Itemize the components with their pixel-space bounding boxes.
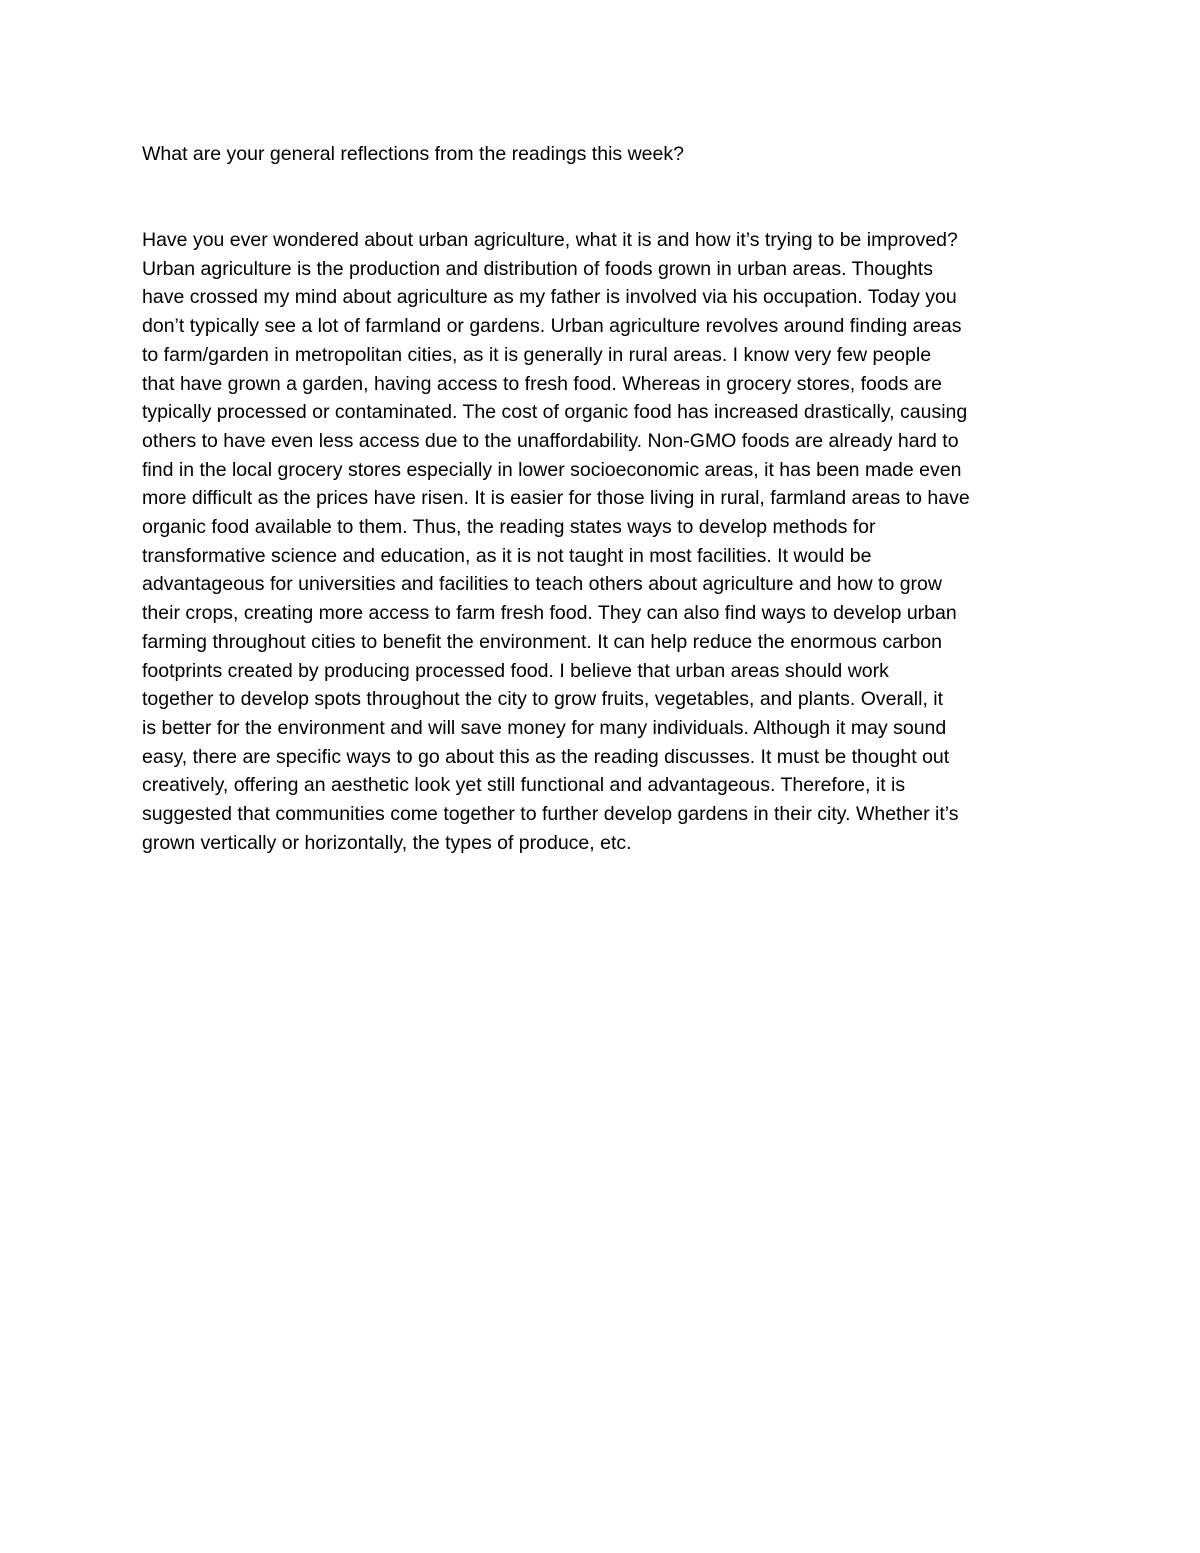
paragraph-line: easy, there are specific ways to go about this as the reading discusses. It must be thought out: [142, 745, 950, 768]
paragraph-line: Have you ever wondered about urban agriculture, what it is and how it’s trying to be improved?: [142, 229, 958, 251]
paragraph-line: farming throughout cities to benefit the environment. It can help reduce the enormous carbon: [142, 630, 942, 653]
paragraph-line: transformative science and education, as it is not taught in most facilities. It would be: [142, 544, 872, 567]
paragraph-line: is better for the environment and will save money for many individuals. Although it may sound: [142, 716, 947, 739]
paragraph-line: their crops, creating more access to farm fresh food. They can also find ways to develop urban: [142, 602, 957, 625]
paragraph-line: others to have even less access due to the unaffordability. Non-GMO foods are already hard to: [142, 429, 959, 452]
question-heading: What are your general reflections from the readings this week?: [142, 143, 684, 165]
paragraph-line: creatively, offering an aesthetic look yet still functional and advantageous. Therefore, it is: [142, 774, 906, 797]
paragraph-line: don’t typically see a lot of farmland or gardens. Urban agriculture revolves around finding areas: [142, 315, 962, 338]
paragraph-line: organic food available to them. Thus, the reading states ways to develop methods for: [142, 516, 876, 539]
paragraph-line: have crossed my mind about agriculture as my father is involved via his occupation. Today you: [142, 286, 957, 309]
paragraph-line: suggested that communities come together to further develop gardens in their city. Whether it’s: [142, 803, 959, 826]
paragraph-line: footprints created by producing processed food. I believe that urban areas should work: [142, 659, 889, 682]
reflection-paragraph: [142, 226, 1082, 857]
paragraph-line: typically processed or contaminated. The cost of organic food has increased drastically, causing: [142, 401, 968, 424]
document-content: [142, 140, 1082, 857]
paragraph-line: advantageous for universities and facilities to teach others about agriculture and how to grow: [142, 573, 942, 596]
paragraph-line: Urban agriculture is the production and distribution of foods grown in urban areas. Thoughts: [142, 257, 933, 280]
paragraph-line: grown vertically or horizontally, the types of produce, etc.: [142, 831, 632, 854]
paragraph-line: more difficult as the prices have risen. It is easier for those living in rural, farmland areas to have: [142, 487, 970, 510]
paragraph-line: to farm/garden in metropolitan cities, as it is generally in rural areas. I know very few people: [142, 343, 932, 366]
paragraph-line: that have grown a garden, having access to fresh food. Whereas in grocery stores, foods are: [142, 372, 942, 395]
paragraph-line: together to develop spots throughout the city to grow fruits, vegetables, and plants. Overall, it: [142, 688, 944, 711]
paragraph-line: find in the local grocery stores especially in lower socioeconomic areas, it has been made even: [142, 458, 962, 481]
